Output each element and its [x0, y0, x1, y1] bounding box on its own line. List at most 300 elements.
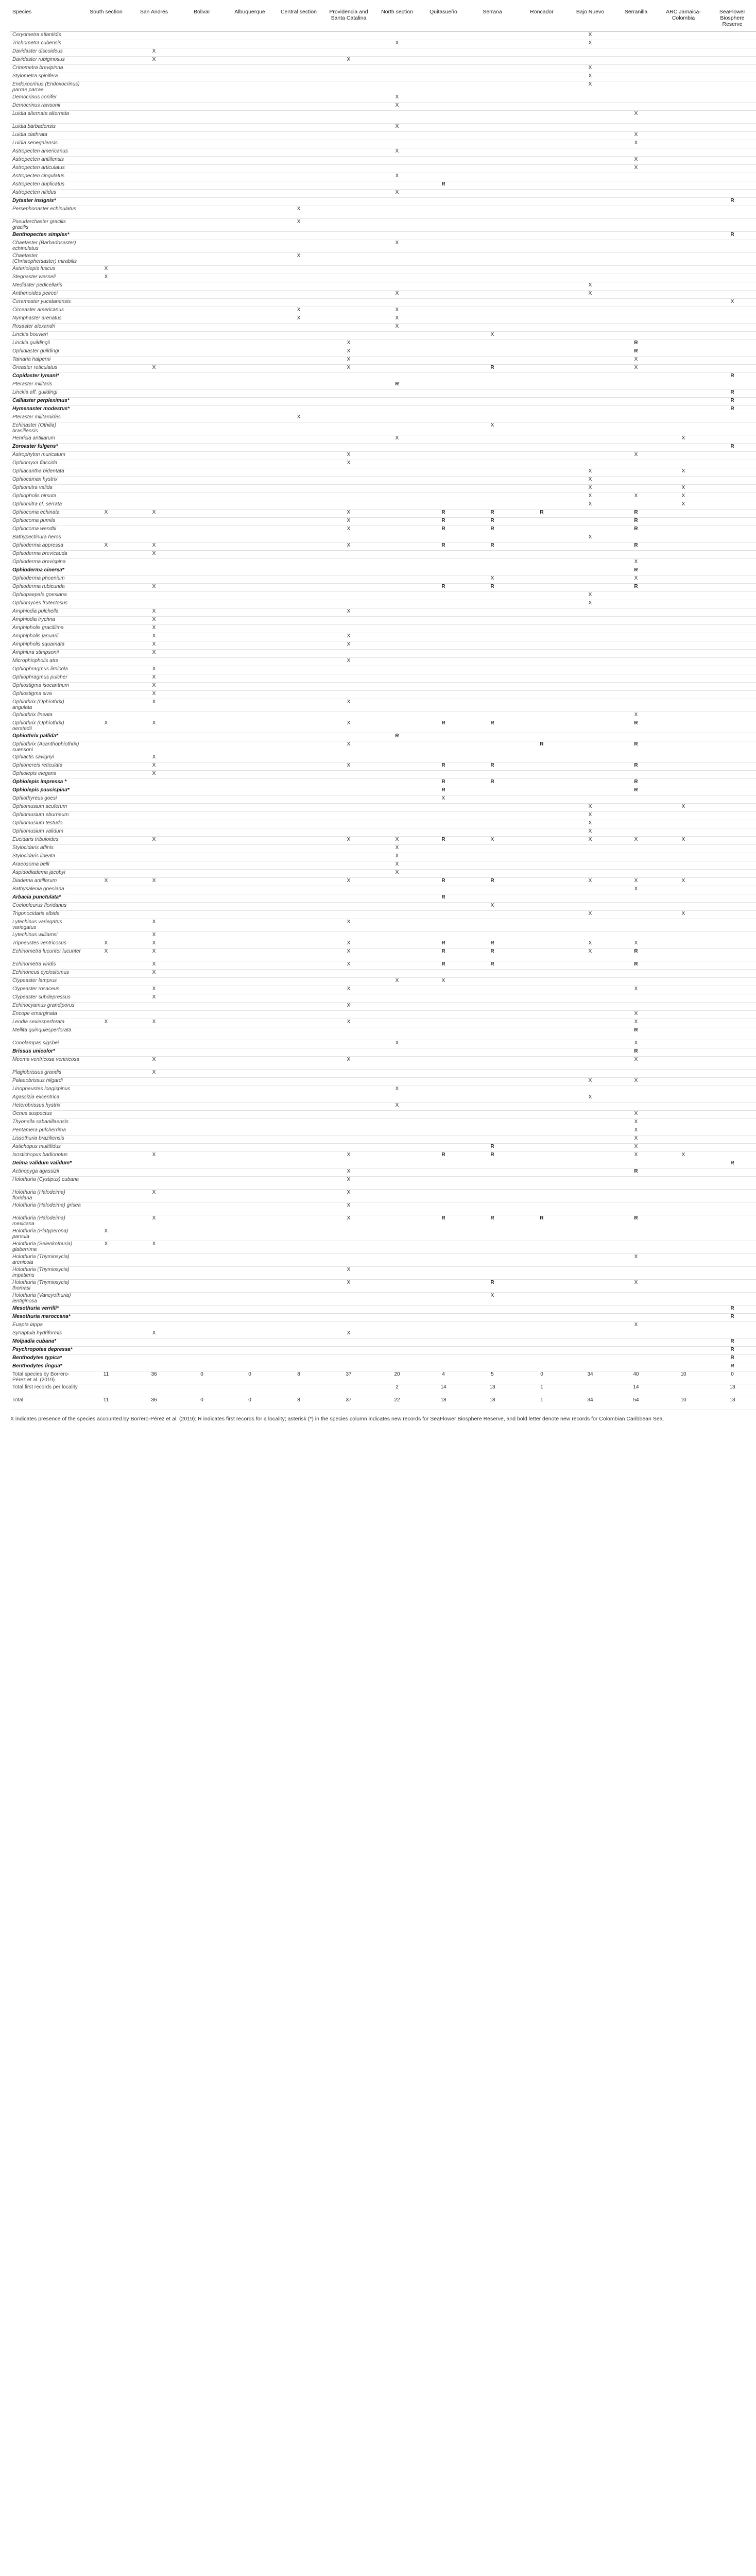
presence-cell: X [375, 40, 419, 48]
presence-cell [709, 422, 756, 435]
presence-cell [129, 1144, 179, 1152]
presence-cell [129, 787, 179, 795]
totals-value-cell: 13 [468, 1384, 517, 1397]
presence-cell [658, 886, 709, 894]
table-row [10, 398, 756, 406]
presence-cell [83, 332, 129, 340]
table-row [10, 878, 756, 886]
presence-cell [468, 219, 517, 232]
presence-cell [322, 48, 375, 57]
presence-cell: R [614, 526, 658, 534]
presence-cell: X [322, 919, 375, 932]
totals-label-cell: Total first records per locality [10, 1384, 83, 1397]
presence-cell [709, 510, 756, 518]
presence-cell [375, 1048, 419, 1057]
presence-cell: R [614, 741, 658, 754]
presence-cell [517, 894, 566, 903]
species-name-cell: Thyonella sabanillaensis [10, 1119, 83, 1127]
presence-cell [275, 1111, 322, 1119]
species-name-cell: Ophiothrix lineata [10, 712, 83, 720]
presence-cell: R [468, 940, 517, 948]
presence-cell [658, 795, 709, 804]
presence-cell [468, 1322, 517, 1330]
presence-cell [614, 978, 658, 986]
presence-cell [419, 398, 468, 406]
table-row [10, 1306, 756, 1314]
presence-cell [419, 804, 468, 812]
presence-cell [566, 518, 614, 526]
presence-cell [322, 140, 375, 148]
presence-cell [468, 1363, 517, 1371]
presence-cell [419, 1086, 468, 1094]
presence-cell [375, 1078, 419, 1086]
presence-cell [517, 932, 566, 940]
species-name-cell: Mesothuria verrilli* [10, 1306, 83, 1314]
presence-cell [614, 40, 658, 48]
presence-cell [517, 1330, 566, 1338]
presence-cell [658, 381, 709, 389]
presence-cell [179, 551, 225, 559]
presence-cell [179, 406, 225, 414]
presence-cell [419, 57, 468, 65]
presence-cell [468, 1103, 517, 1111]
presence-cell [566, 198, 614, 206]
presence-cell [658, 510, 709, 518]
table-row [10, 853, 756, 861]
presence-cell: X [468, 903, 517, 911]
presence-cell [179, 1094, 225, 1103]
presence-cell [614, 1177, 658, 1190]
presence-cell [517, 299, 566, 307]
presence-cell [658, 1094, 709, 1103]
presence-cell [225, 398, 275, 406]
presence-cell [179, 1011, 225, 1019]
presence-cell [275, 232, 322, 240]
presence-cell: X [375, 837, 419, 845]
presence-cell: R [614, 779, 658, 787]
presence-cell: X [322, 1057, 375, 1070]
presence-cell [517, 81, 566, 94]
presence-cell [225, 733, 275, 741]
presence-cell [375, 600, 419, 608]
presence-cell [709, 1094, 756, 1103]
presence-cell [614, 666, 658, 674]
presence-cell [322, 381, 375, 389]
presence-cell [83, 795, 129, 804]
presence-cell [129, 1011, 179, 1019]
presence-cell [566, 1228, 614, 1241]
presence-cell: X [658, 485, 709, 493]
presence-cell [468, 1168, 517, 1177]
presence-cell: X [614, 1136, 658, 1144]
presence-cell [419, 1314, 468, 1322]
totals-value-cell: 10 [658, 1397, 709, 1410]
presence-cell [419, 1119, 468, 1127]
species-name-cell: Psychropotes depressa* [10, 1347, 83, 1355]
presence-cell: X [566, 828, 614, 837]
presence-cell [468, 444, 517, 452]
presence-cell [275, 870, 322, 878]
presence-cell [566, 1241, 614, 1254]
species-name-cell: Persephonaster echinulatus [10, 206, 83, 219]
presence-cell [275, 1103, 322, 1111]
presence-cell [566, 324, 614, 332]
presence-cell [658, 1127, 709, 1136]
presence-cell: X [375, 853, 419, 861]
presence-cell [179, 1027, 225, 1040]
presence-cell [322, 666, 375, 674]
presence-cell [468, 73, 517, 81]
presence-cell: X [614, 132, 658, 140]
presence-cell [375, 398, 419, 406]
presence-cell: R [468, 543, 517, 551]
presence-cell [275, 1293, 322, 1306]
presence-cell [566, 357, 614, 365]
presence-cell [517, 124, 566, 132]
presence-cell [658, 190, 709, 198]
species-name-cell: Trichometra cubensis [10, 40, 83, 48]
presence-cell [566, 691, 614, 699]
presence-cell [709, 837, 756, 845]
presence-cell [83, 398, 129, 406]
presence-cell [709, 190, 756, 198]
table-row [10, 1347, 756, 1355]
presence-cell [83, 961, 129, 970]
table-row [10, 332, 756, 340]
presence-cell [375, 940, 419, 948]
presence-cell [83, 1078, 129, 1086]
presence-cell [375, 477, 419, 485]
presence-cell [275, 1177, 322, 1190]
presence-cell [179, 828, 225, 837]
presence-cell [517, 870, 566, 878]
presence-cell [566, 1363, 614, 1371]
presence-cell: R [614, 543, 658, 551]
presence-cell [275, 324, 322, 332]
presence-cell [614, 148, 658, 157]
presence-cell: R [709, 232, 756, 240]
presence-cell [225, 970, 275, 978]
presence-cell [179, 389, 225, 398]
presence-cell [709, 1152, 756, 1160]
presence-cell [709, 518, 756, 526]
presence-cell: X [129, 543, 179, 551]
presence-cell: X [129, 674, 179, 683]
presence-cell: R [614, 567, 658, 575]
presence-cell [83, 666, 129, 674]
presence-cell [468, 1190, 517, 1202]
presence-cell [275, 1027, 322, 1040]
presence-cell [322, 477, 375, 485]
species-name-cell: Mellita quinquiesperforata [10, 1027, 83, 1040]
presence-cell [225, 762, 275, 771]
presence-cell [614, 57, 658, 65]
presence-cell: X [658, 878, 709, 886]
presence-cell [709, 165, 756, 173]
table-row [10, 1011, 756, 1019]
presence-cell [179, 617, 225, 625]
presence-cell [468, 1048, 517, 1057]
presence-cell: X [275, 414, 322, 422]
totals-value-cell: 0 [709, 1371, 756, 1384]
presence-cell [275, 886, 322, 894]
presence-cell [709, 903, 756, 911]
presence-cell: X [468, 332, 517, 340]
presence-cell [322, 291, 375, 299]
presence-cell [658, 779, 709, 787]
presence-cell [129, 828, 179, 837]
presence-cell [468, 165, 517, 173]
presence-cell [709, 1136, 756, 1144]
presence-cell [179, 414, 225, 422]
presence-cell [275, 1057, 322, 1070]
presence-cell [517, 1111, 566, 1119]
presence-cell [179, 510, 225, 518]
presence-cell [225, 181, 275, 190]
presence-cell [275, 720, 322, 733]
presence-cell [658, 332, 709, 340]
presence-cell [517, 1070, 566, 1078]
presence-cell [322, 181, 375, 190]
presence-cell [517, 1314, 566, 1322]
presence-cell [517, 526, 566, 534]
presence-cell: X [614, 493, 658, 501]
presence-cell [658, 567, 709, 575]
species-name-cell: Bathysalenia goesiana [10, 886, 83, 894]
presence-cell [129, 820, 179, 828]
presence-cell [322, 81, 375, 94]
presence-cell [275, 526, 322, 534]
presence-cell: X [129, 1215, 179, 1228]
presence-cell [658, 422, 709, 435]
presence-cell [614, 1003, 658, 1011]
presence-cell [322, 712, 375, 720]
presence-cell [709, 501, 756, 510]
presence-cell [225, 559, 275, 567]
presence-cell [614, 307, 658, 315]
presence-cell: X [614, 1011, 658, 1019]
presence-cell [709, 1119, 756, 1127]
presence-cell [468, 870, 517, 878]
species-name-cell: Aspidodiadema jacobyi [10, 870, 83, 878]
table-row [10, 1363, 756, 1371]
presence-cell [709, 291, 756, 299]
presence-cell [129, 485, 179, 493]
presence-cell [709, 1127, 756, 1136]
presence-cell: X [566, 940, 614, 948]
table-row [10, 1355, 756, 1363]
presence-cell [83, 1202, 129, 1215]
presence-cell [517, 1280, 566, 1293]
table-row [10, 373, 756, 381]
presence-cell [129, 534, 179, 543]
presence-cell [517, 683, 566, 691]
presence-cell: R [709, 1306, 756, 1314]
presence-cell: R [419, 961, 468, 970]
presence-cell [614, 299, 658, 307]
presence-cell [275, 357, 322, 365]
presence-cell [709, 779, 756, 787]
presence-cell [129, 181, 179, 190]
presence-cell [375, 1306, 419, 1314]
presence-cell [83, 861, 129, 870]
presence-cell [658, 1011, 709, 1019]
presence-cell [322, 683, 375, 691]
presence-cell [517, 232, 566, 240]
presence-cell [275, 1267, 322, 1280]
presence-cell: X [566, 911, 614, 919]
species-name-cell: Mesothuria maroccana* [10, 1314, 83, 1322]
presence-cell [83, 1027, 129, 1040]
table-row [10, 165, 756, 173]
presence-cell [419, 485, 468, 493]
presence-cell [614, 181, 658, 190]
presence-cell [322, 1103, 375, 1111]
presence-cell [375, 894, 419, 903]
presence-cell [225, 282, 275, 291]
presence-cell [566, 961, 614, 970]
table-row [10, 1003, 756, 1011]
presence-cell [275, 373, 322, 381]
presence-cell: X [375, 240, 419, 253]
presence-cell [419, 1306, 468, 1314]
presence-cell: R [468, 526, 517, 534]
presence-cell [468, 712, 517, 720]
presence-cell [614, 1070, 658, 1078]
presence-cell [468, 1355, 517, 1363]
presence-cell [517, 961, 566, 970]
table-row [10, 543, 756, 551]
table-row [10, 307, 756, 315]
presence-cell [179, 994, 225, 1003]
presence-cell [566, 340, 614, 348]
totals-label-cell: Total species by Borrero-Pérez et al. (2019) [10, 1371, 83, 1384]
presence-cell [375, 111, 419, 124]
presence-cell [179, 1160, 225, 1168]
table-row [10, 1057, 756, 1070]
presence-cell [375, 820, 419, 828]
presence-cell [225, 365, 275, 373]
table-row [10, 501, 756, 510]
presence-cell [709, 435, 756, 444]
presence-cell [322, 812, 375, 820]
presence-cell: X [129, 940, 179, 948]
presence-cell [83, 650, 129, 658]
totals-value-cell: 5 [468, 1371, 517, 1384]
presence-cell [658, 48, 709, 57]
species-name-cell: Echinometra lucunter lucunter [10, 948, 83, 961]
presence-cell [566, 886, 614, 894]
presence-cell [419, 422, 468, 435]
species-name-cell: Henricia antillarum [10, 435, 83, 444]
species-name-cell: Luidia alternata alternata [10, 111, 83, 124]
presence-cell [83, 190, 129, 198]
presence-cell [225, 307, 275, 315]
presence-cell [225, 886, 275, 894]
presence-cell: X [129, 948, 179, 961]
column-header: SeaFlower Biosphere Reserve [709, 7, 756, 32]
presence-cell [658, 625, 709, 633]
presence-cell [658, 733, 709, 741]
presence-cell: X [83, 266, 129, 274]
presence-cell [517, 291, 566, 299]
presence-cell [517, 666, 566, 674]
presence-cell: X [129, 650, 179, 658]
presence-cell [83, 575, 129, 584]
presence-cell [658, 1254, 709, 1267]
totals-value-cell: 14 [419, 1384, 468, 1397]
presence-cell: R [614, 348, 658, 357]
presence-cell [566, 1355, 614, 1363]
presence-cell: X [614, 1322, 658, 1330]
presence-cell [129, 1355, 179, 1363]
presence-cell [517, 903, 566, 911]
presence-cell [375, 886, 419, 894]
presence-cell: X [566, 812, 614, 820]
presence-cell [468, 804, 517, 812]
presence-cell [566, 1111, 614, 1119]
table-row [10, 1267, 756, 1280]
presence-cell [658, 219, 709, 232]
presence-cell [129, 406, 179, 414]
presence-cell [375, 559, 419, 567]
presence-cell: X [322, 1177, 375, 1190]
presence-cell [614, 804, 658, 812]
species-name-cell: Ceramaster yucatanensis [10, 299, 83, 307]
presence-cell [129, 340, 179, 348]
species-name-cell: Meoma ventricosa ventricosa [10, 1057, 83, 1070]
presence-cell [419, 1177, 468, 1190]
presence-cell: R [419, 948, 468, 961]
presence-cell [83, 1119, 129, 1127]
presence-cell [275, 40, 322, 48]
presence-cell [322, 435, 375, 444]
presence-cell [709, 559, 756, 567]
presence-cell [129, 1048, 179, 1057]
presence-cell [419, 1190, 468, 1202]
presence-cell [658, 132, 709, 140]
presence-cell [322, 1078, 375, 1086]
presence-cell [179, 674, 225, 683]
presence-cell [614, 1094, 658, 1103]
presence-cell [566, 1040, 614, 1048]
presence-cell [419, 754, 468, 762]
presence-cell [419, 307, 468, 315]
presence-cell [566, 435, 614, 444]
presence-cell: X [322, 948, 375, 961]
presence-cell [275, 837, 322, 845]
presence-cell [179, 886, 225, 894]
species-name-cell: Circeaster americanus [10, 307, 83, 315]
presence-cell [375, 970, 419, 978]
species-name-cell: Echinocyamus grandiporus [10, 1003, 83, 1011]
presence-cell [83, 712, 129, 720]
presence-cell [566, 970, 614, 978]
presence-cell [517, 157, 566, 165]
presence-cell [275, 348, 322, 357]
presence-cell [225, 787, 275, 795]
presence-cell [566, 148, 614, 157]
species-name-cell: Davidaster discoideus [10, 48, 83, 57]
species-name-cell: Holothuria (Thymiosycia) arenicola [10, 1254, 83, 1267]
presence-cell [517, 878, 566, 886]
presence-cell [375, 81, 419, 94]
presence-cell [419, 1019, 468, 1027]
presence-cell [375, 625, 419, 633]
presence-cell [419, 103, 468, 111]
presence-cell [419, 165, 468, 173]
presence-cell [225, 1152, 275, 1160]
